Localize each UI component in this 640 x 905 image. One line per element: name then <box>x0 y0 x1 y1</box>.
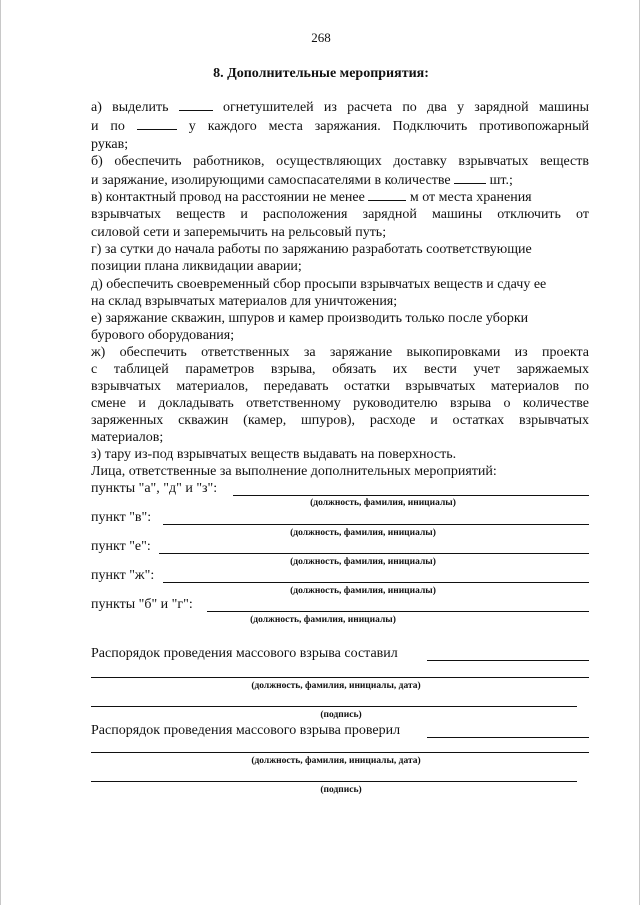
text: б) обеспечить работников, осуществляющих доставку взрывчатых веществ <box>91 154 589 169</box>
field-caption: (должность, фамилия, инициалы) <box>290 586 436 596</box>
section-title: 8. Дополнительные мероприятия: <box>213 66 429 81</box>
item-b-line-1 <box>91 153 589 170</box>
fill-line <box>427 660 589 661</box>
fill-line <box>91 752 589 753</box>
item-a-line-2 <box>91 117 589 135</box>
item-z-line-1: з) тару из-под взрывчатых веществ выдавать на поверхность. <box>91 447 457 462</box>
text: взрывчатых веществ и расположения зарядной машины отключить от <box>91 207 589 222</box>
responsible-label-v: пункт "в": <box>91 510 152 525</box>
text: взрывчатых материалов, передавать остатки взрывчатых материалов по <box>91 379 589 394</box>
schedule-checked-label: Распорядок проведения массового взрыва проверил <box>91 723 401 738</box>
fill-line <box>163 524 589 525</box>
fill-line <box>159 553 589 554</box>
item-zh-line-3 <box>91 378 589 395</box>
item-v-line-3: силовой сети и заперемычить на рельсовый путь; <box>91 225 387 240</box>
item-e-line-2: бурового оборудования; <box>91 328 235 343</box>
blank-field <box>137 117 177 130</box>
responsible-label-zh: пункт "ж": <box>91 568 155 583</box>
blank-field <box>179 98 213 111</box>
item-d-line-2: на склад взрывчатых материалов для уничтожения; <box>91 294 398 309</box>
blank-field <box>368 188 406 201</box>
fill-line <box>207 611 589 612</box>
item-v-line-1 <box>91 188 589 206</box>
responsible-heading: Лица, ответственные за выполнение дополнительных мероприятий: <box>91 464 497 479</box>
text: м от места хранения <box>409 190 532 205</box>
item-zh-line-5 <box>91 412 589 429</box>
item-b-line-2 <box>91 171 589 189</box>
page-number: 268 <box>311 30 331 45</box>
field-caption: (должность, фамилия, инициалы) <box>310 498 456 508</box>
text: с таблицей параметров взрыва, обязать их вести учет заряжаемых <box>91 362 589 377</box>
item-e-line-1: е) заряжание скважин, шпуров и камер производить только после уборки <box>91 311 529 326</box>
item-zh-line-1 <box>91 344 589 361</box>
text: заряженных скважин (камер, шпуров), расходе и остатках взрывчатых <box>91 413 589 428</box>
signature-line <box>91 706 577 707</box>
field-caption: (должность, фамилия, инициалы) <box>290 528 436 538</box>
text: и по <box>91 119 125 134</box>
fill-line <box>163 582 589 583</box>
field-caption: (должность, фамилия, инициалы) <box>250 615 396 625</box>
item-v-line-2 <box>91 206 589 223</box>
fill-line <box>427 737 589 738</box>
text: смене и докладывать ответственному руководителю взрыва о количестве <box>91 396 589 411</box>
signature-caption: (подпись) <box>320 785 362 795</box>
text: и заряжание, изолирующими самоспасателями в количестве <box>91 173 451 188</box>
fill-line <box>233 495 589 496</box>
text: огнетушителей из расчета по два у зарядной машины <box>222 100 589 115</box>
text: шт.; <box>489 173 513 188</box>
responsible-label-a-d-z: пункты "а", "д" и "з": <box>91 481 218 496</box>
item-d-line-1: д) обеспечить своевременный сбор просыпи взрывчатых веществ и сдачу ее <box>91 277 547 292</box>
text: у каждого места заряжания. Подключить противопожарный <box>188 119 590 134</box>
field-caption: (должность, фамилия, инициалы, дата) <box>251 681 421 691</box>
text: а) выделить <box>91 100 169 115</box>
signature-line <box>91 781 577 782</box>
item-g-line-1: г) за сутки до начала работы по заряжанию разработать соответствующие <box>91 242 532 257</box>
item-g-line-2: позиции плана ликвидации аварии; <box>91 259 302 274</box>
field-caption: (должность, фамилия, инициалы, дата) <box>251 756 421 766</box>
signature-caption: (подпись) <box>320 710 362 720</box>
field-caption: (должность, фамилия, инициалы) <box>290 557 436 567</box>
blank-field <box>454 171 486 184</box>
responsible-label-b-g: пункты "б" и "г": <box>91 597 193 612</box>
item-a-line-3: рукав; <box>91 137 129 152</box>
fill-line <box>91 677 589 678</box>
item-zh-line-4 <box>91 395 589 412</box>
item-zh-line-2 <box>91 361 589 378</box>
text: ж) обеспечить ответственных за заряжание выкопировками из проекта <box>91 345 589 360</box>
text: в) контактный провод на расстоянии не менее <box>91 190 365 205</box>
item-zh-line-6: материалов; <box>91 430 164 445</box>
responsible-label-e: пункт "е": <box>91 539 151 554</box>
schedule-compiled-label: Распорядок проведения массового взрыва составил <box>91 646 398 661</box>
item-a-line-1 <box>91 98 589 116</box>
